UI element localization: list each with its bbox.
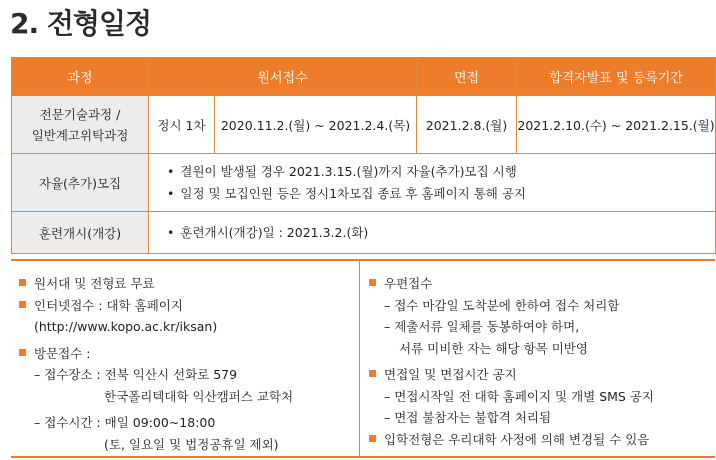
visit-place-line2: 한국폴리텍대학 익산캠퍼스 교학처 [104, 388, 294, 404]
table-row [12, 96, 716, 154]
interview-date: 2021.2.8.(월) [417, 96, 517, 154]
list-item: 인터넷접수 : 대학 홈페이지 [19, 295, 355, 317]
visit-place: – 접수장소 : 전북 익산시 선화로 579 [34, 367, 238, 382]
header-interview: 면접 [417, 58, 517, 96]
header-application: 원서접수 [149, 58, 417, 96]
bullet-dot-icon: • [167, 185, 175, 201]
square-bullet-icon [19, 349, 26, 356]
square-bullet-icon [369, 279, 376, 286]
square-bullet-icon [369, 370, 376, 377]
column-divider [359, 261, 360, 456]
square-bullet-icon [19, 301, 26, 308]
round-cell: 정시 1차 [149, 96, 215, 154]
list-item: 우편접수 [369, 273, 709, 295]
interview-note: – 면접 불참자는 불합격 처리됨 [384, 410, 552, 425]
mail-note: 서류 미비한 자는 해당 항목 미반영 [399, 340, 588, 356]
bullet-dot-icon: • [167, 163, 175, 179]
list-item: 입학전형은 우리대학 사정에 의해 변경될 수 있음 [369, 429, 709, 451]
bullet-dot-icon: • [167, 224, 175, 240]
info-box [11, 259, 715, 458]
schedule-table [11, 57, 716, 254]
row-label-additional: 자율(추가)모집 [12, 154, 149, 212]
visit-time-line2: (토, 일요일 및 법정공휴일 제외) [104, 436, 279, 452]
interview-note: – 면접시작일 전 대학 홈페이지 및 개별 SMS 공지 [384, 388, 654, 404]
square-bullet-icon [19, 279, 26, 286]
page-title: 2. 전형일정 [10, 7, 152, 40]
table-row [12, 212, 716, 254]
info-left-column [19, 273, 355, 455]
header-course: 과정 [12, 58, 149, 96]
note-item: • 결원이 발생될 경우 2021.3.15.(월)까지 자율(추가)모집 시행 [167, 163, 517, 179]
mail-note: – 제출서류 일체를 동봉하여야 하며, [384, 319, 580, 334]
additional-notes [149, 154, 716, 212]
start-note: • 훈련개시(개강)일 : 2021.3.2.(화) [149, 212, 716, 254]
list-item: 방문접수 : [19, 343, 355, 365]
row-label-line1: 전문기술과정 / [39, 107, 121, 122]
info-right-column [369, 273, 709, 450]
table-row [12, 154, 716, 212]
row-label-start: 훈련개시(개강) [12, 212, 149, 254]
list-item: 원서대 및 전형료 무료 [19, 273, 355, 295]
mail-note: – 접수 마감일 도착분에 한하여 접수 처리함 [384, 297, 620, 313]
announcement-period: 2021.2.10.(수) ~ 2021.2.15.(월) [517, 96, 716, 154]
list-item: 면접일 및 면접시간 공지 [369, 364, 709, 386]
application-period: 2020.11.2.(월) ~ 2021.2.4.(목) [215, 96, 417, 154]
table-header-row [12, 58, 716, 96]
visit-time: – 접수시간 : 매일 09:00~18:00 [34, 415, 216, 430]
homepage-url: (http://www.kopo.ac.kr/iksan) [34, 319, 218, 334]
row-label-course [12, 96, 149, 154]
row-label-line2: 일반계고위탁과정 [31, 128, 129, 143]
square-bullet-icon [369, 435, 376, 442]
header-announcement: 합격자발표 및 등록기간 [517, 58, 716, 96]
note-item: • 일정 및 모집인원 등은 정시1차모집 종료 후 홈페이지 통해 공지 [167, 185, 526, 201]
